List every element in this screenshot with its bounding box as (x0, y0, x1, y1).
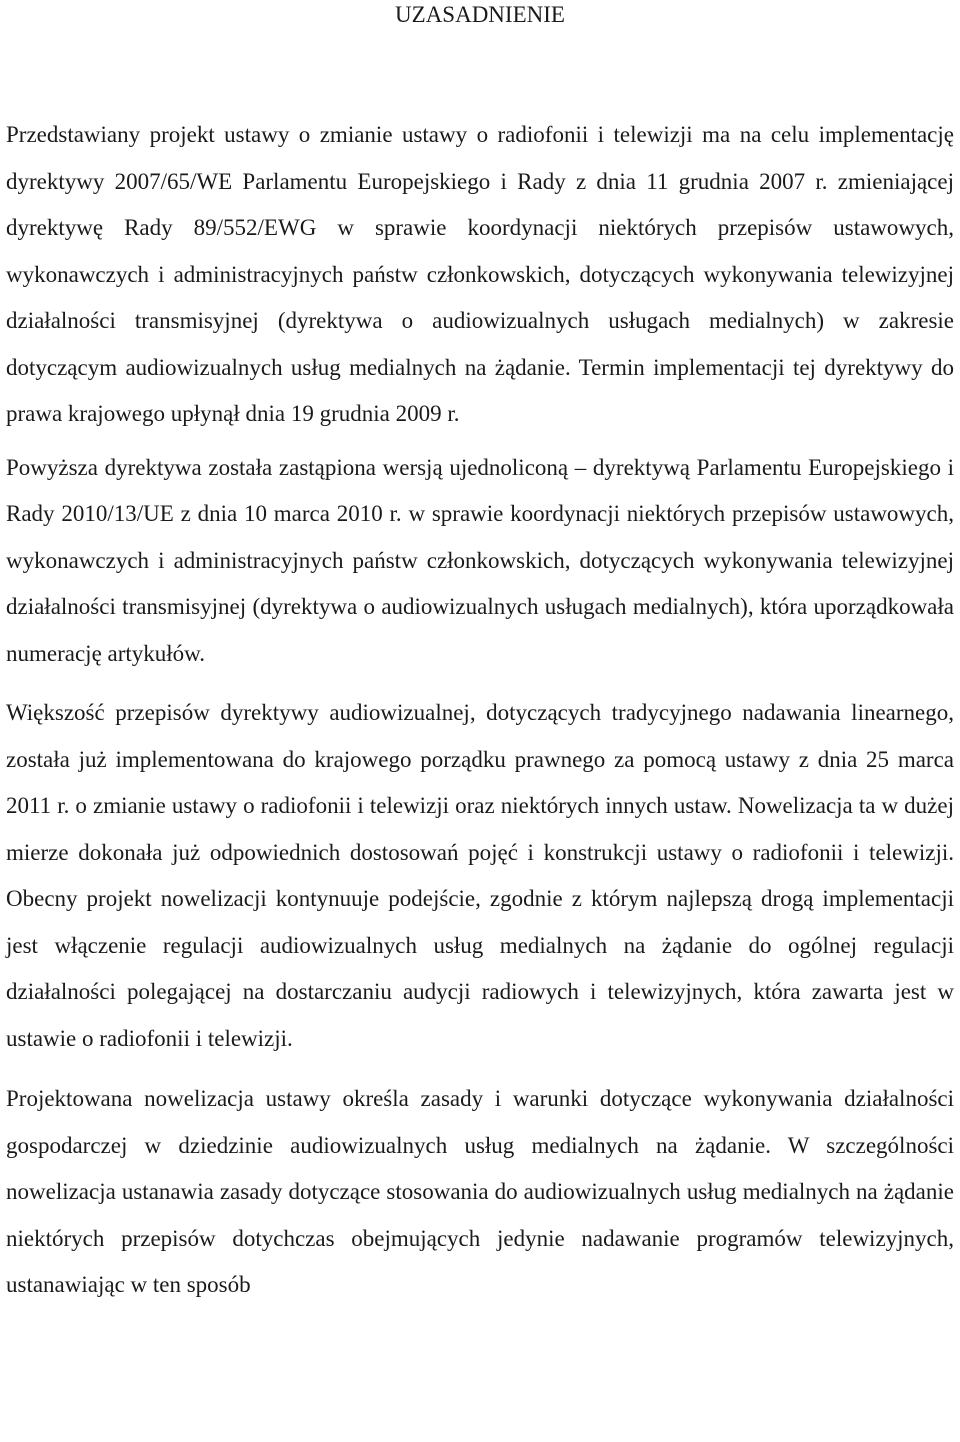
paragraph-1: Przedstawiany projekt ustawy o zmianie ustawy o radiofonii i telewizji ma na celu implementację dyrektywy 2007/65/WE Parlamentu Europejskiego i Rady z dnia 11 grudnia 2007 r. zmieniającej dyrektywę Rady 89/552/EWG w sprawie koordynacji niektórych przepisów ustawowych, wykonawczych i administracyjnych państw członkowskich, dotyczących wykonywania telewizyjnej działalności transmisyjnej (dyrektywa o audiowizualnych usługach medialnych) w zakresie dotyczącym audiowizualnych usług medialnych na żądanie. Termin implementacji tej dyrektywy do prawa krajowego upłynął dnia 19 grudnia 2009 r. (6, 122, 954, 426)
document-page (6, 0, 954, 1309)
paragraph-4: Projektowana nowelizacja ustawy określa zasady i warunki dotyczące wykonywania działalności gospodarczej w dziedzinie audiowizualnych usług medialnych na żądanie. W szczególności nowelizacja ustanawia zasady dotyczące stosowania do audiowizualnych usług medialnych na żądanie niektórych przepisów dotychczas obejmujących jedynie nadawanie programów telewizyjnych, ustanawiając w ten sposób (6, 1086, 954, 1297)
paragraph-2: Powyższa dyrektywa została zastąpiona wersją ujednoliconą – dyrektywą Parlamentu Europejskiego i Rady 2010/13/UE z dnia 10 marca 2010 r. w sprawie koordynacji niektórych przepisów ustawowych, wykonawczych i administracyjnych państw członkowskich, dotyczących wykonywania telewizyjnej działalności transmisyjnej (dyrektywa o audiowizualnych usługach medialnych), która uporządkowała numerację artykułów. (6, 454, 954, 666)
document-title: UZASADNIENIE (395, 2, 565, 27)
paragraph-3: Większość przepisów dyrektywy audiowizualnej, dotyczących tradycyjnego nadawania linearnego, została już implementowana do krajowego porządku prawnego za pomocą ustawy z dnia 25 marca 2011 r. o zmianie ustawy o radiofonii i telewizji oraz niektórych innych ustaw. Nowelizacja ta w dużej mierze dokonała już odpowiednich dostosowań pojęć i konstrukcji ustawy o radiofonii i telewizji. Obecny projekt nowelizacji kontynuuje podejście, zgodnie z którym najlepszą drogą implementacji jest włączenie regulacji audiowizualnych usług medialnych na żądanie do ogólnej regulacji działalności polegającej na dostarczaniu audycji radiowych i telewizyjnych, która zawarta jest w ustawie o radiofonii i telewizji. (6, 700, 954, 1051)
